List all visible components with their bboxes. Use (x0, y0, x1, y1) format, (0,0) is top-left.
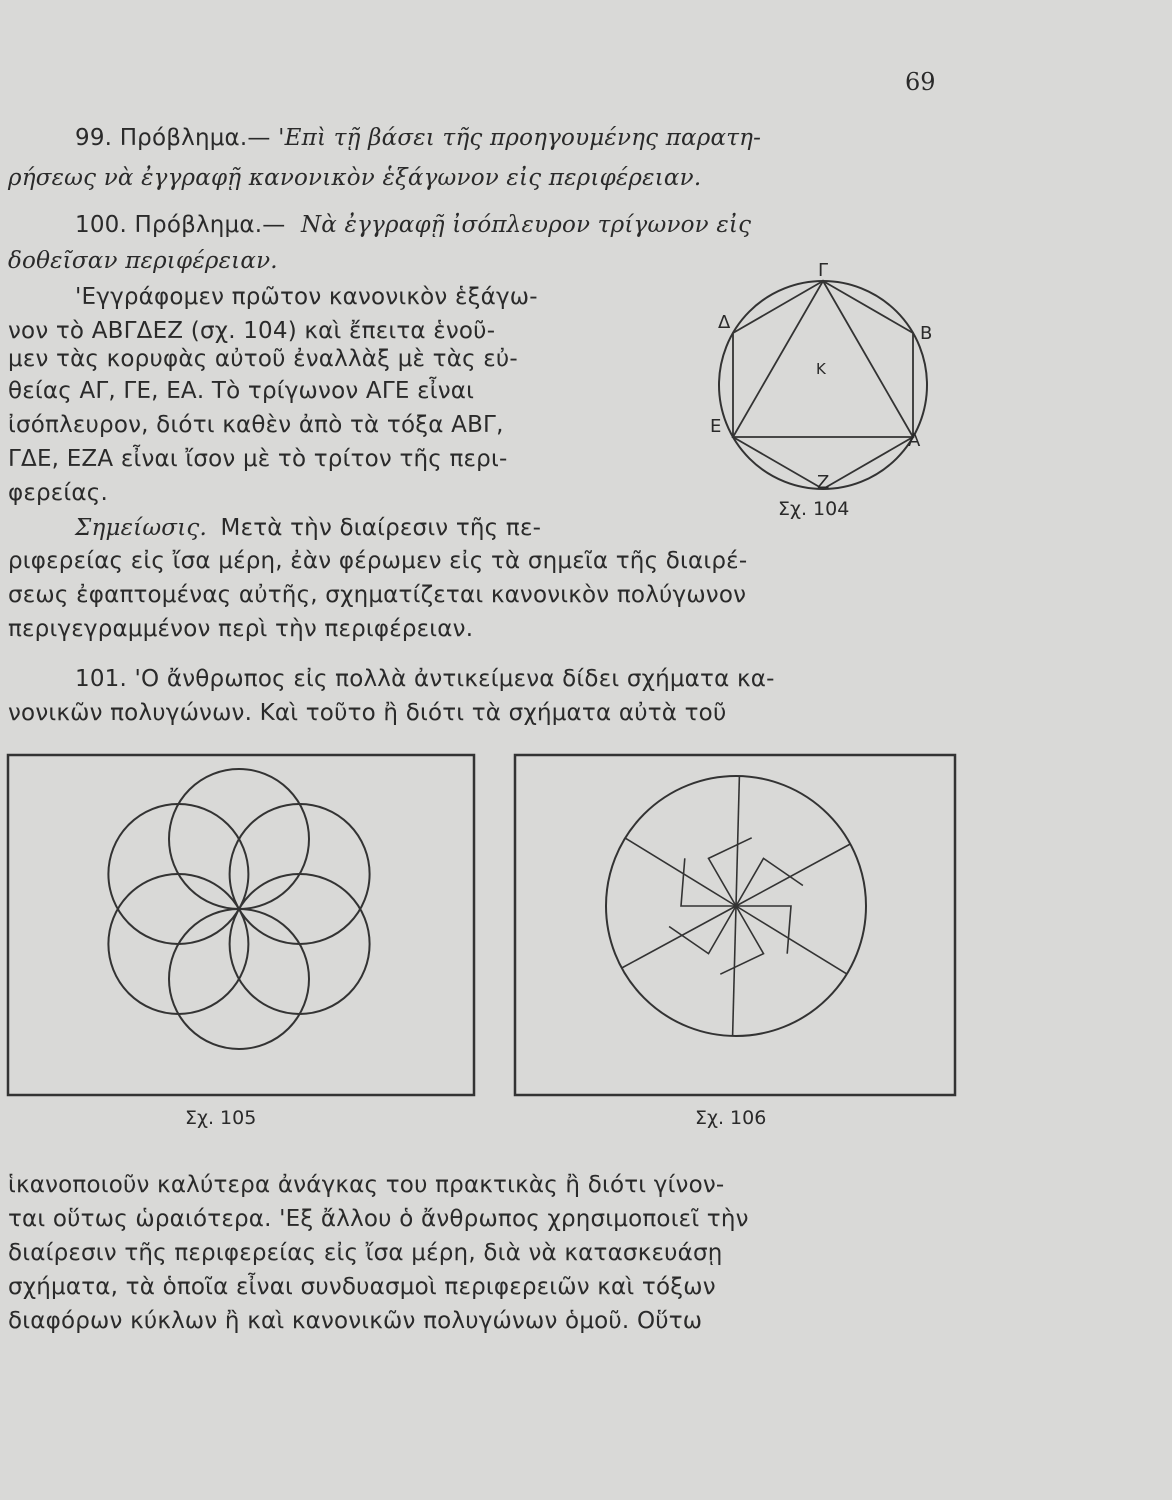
page-number: 69 (905, 68, 936, 96)
section-101-continued-line: σχήματα, τὰ ὁποῖα εἶναι συνδυασμοὶ περιφερειῶν καὶ τόξων (8, 1274, 716, 1300)
spoke-line (720, 906, 763, 974)
problem-99-line-1 (75, 125, 761, 151)
section-101-continued-line: διαίρεσιν τῆς περιφερείας εἰς ἴσα μέρη, διὰ νὰ κατασκευάσῃ (8, 1240, 723, 1266)
figure-106-caption: Σχ. 106 (695, 1107, 767, 1129)
problem-100-body-line: μεν τὰς κορυφὰς αὐτοῦ ἐναλλὰξ μὲ τὰς εὐ- (8, 346, 518, 372)
section-101-line: 101. 'Ο ἄνθρωπος εἰς πολλὰ ἀντικείμενα δίδει σχήματα κα- (75, 666, 775, 692)
note-line: σεως ἐφαπτομένας αὐτῆς, σχηματίζεται κανονικὸν πολύγωνον (8, 582, 747, 608)
note-line: ριφερείας εἰς ἴσα μέρη, ἐὰν φέρωμεν εἰς τὰ σημεῖα τῆς διαιρέ- (8, 548, 748, 574)
radius-line (733, 906, 736, 1036)
problem-100-body-line: νον τὸ ΑΒΓΔΕΖ (σχ. 104) καὶ ἔπειτα ἑνοῦ- (8, 318, 496, 344)
spoke-line (669, 906, 736, 954)
vertex-label-zeta: Ζ (817, 472, 830, 493)
radius-line (625, 838, 736, 906)
note-text: Μετὰ τὴν διαίρεσιν τῆς πε- (220, 515, 542, 541)
vertex-label-epsilon: Ε (710, 416, 722, 437)
note-line-1 (75, 515, 541, 541)
spoke-line (709, 838, 752, 906)
figure-105 (7, 754, 477, 1099)
figure-104 (700, 262, 940, 492)
radius-line (736, 906, 847, 974)
problem-100-body-line: θείας ΑΓ, ΓΕ, ΕΑ. Τὸ τρίγωνον ΑΓΕ εἶναι (8, 378, 475, 404)
spoke-line (681, 858, 736, 906)
problem-99-number: 99. Πρόβλημα.— (75, 125, 271, 151)
radius-line (736, 776, 739, 906)
problem-100-number: 100. Πρόβλημα.— (75, 212, 286, 238)
spoke-line (736, 858, 803, 906)
problem-100-line-1 (75, 212, 751, 238)
problem-99-line-2: ρήσεως νὰ ἐγγραφῇ κανονικὸν ἑξάγωνον εἰς περιφέρειαν. (8, 165, 702, 191)
vertex-label-gamma: Γ (818, 260, 829, 281)
section-101-continued-line: ἱκανοποιοῦν καλύτερα ἀνάγκας του πρακτικὰς ἢ διότι γίνον- (8, 1172, 725, 1198)
problem-100-statement: Νὰ ἐγγραφῇ ἰσόπλευρον τρίγωνον εἰς (300, 212, 752, 238)
problem-100-line-2: δοθεῖσαν περιφέρειαν. (8, 248, 278, 274)
figure-106 (514, 754, 956, 1098)
figure-105-caption: Σχ. 105 (185, 1107, 257, 1129)
note-title: Σημείωσις. (75, 515, 208, 541)
vertex-label-alpha: Α (908, 430, 921, 451)
problem-100-body-line: φερείας. (8, 480, 108, 506)
vertex-label-delta: Δ (718, 312, 731, 333)
section-101-line: νονικῶν πολυγώνων. Καὶ τοῦτο ἢ διότι τὰ σχήματα αὐτὰ τοῦ (8, 700, 727, 726)
problem-100-body-line: ΓΔΕ, ΕΖΑ εἶναι ἴσον μὲ τὸ τρίτον τῆς περι- (8, 446, 508, 472)
spoke-line (736, 906, 791, 954)
section-101-continued-line: ται οὕτως ὡραιότερα. 'Εξ ἄλλου ὁ ἄνθρωπος χρησιμοποιεῖ τὴν (8, 1206, 749, 1232)
problem-100-body-line: ἰσόπλευρον, διότι καθὲν ἀπὸ τὰ τόξα ΑΒΓ, (8, 412, 504, 438)
figure-104-caption: Σχ. 104 (778, 498, 850, 520)
center-label-kappa: Κ (816, 360, 826, 378)
vertex-label-beta: Β (920, 323, 933, 344)
note-line: περιγεγραμμένον περὶ τὴν περιφέρειαν. (8, 616, 474, 642)
section-101-continued-line: διαφόρων κύκλων ἢ καὶ κανονικῶν πολυγώνων ὁμοῦ. Οὕτω (8, 1308, 703, 1334)
problem-99-statement: 'Επὶ τῇ βάσει τῆς προηγουμένης παρατη- (278, 125, 762, 151)
problem-100-body-line: 'Εγγράφομεν πρῶτον κανονικὸν ἑξάγω- (75, 284, 538, 310)
